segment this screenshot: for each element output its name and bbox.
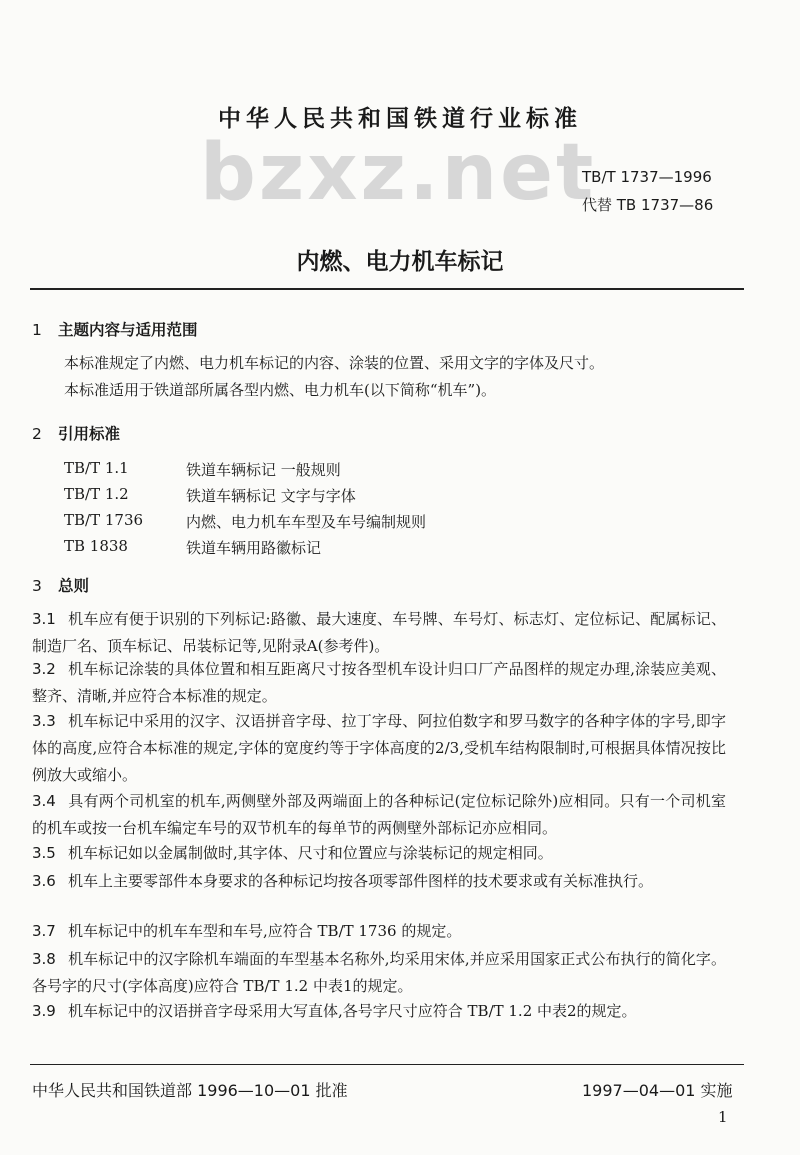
section-2-heading xyxy=(32,422,120,444)
clause-3-1 xyxy=(32,606,726,660)
section-1-paragraph: 本标准适用于铁道部所属各型内燃、电力机车(以下简称“机车”)。 xyxy=(64,381,497,399)
clause-3-9 xyxy=(32,998,726,1025)
clause-number: 3.8 xyxy=(32,950,56,968)
section-3-heading xyxy=(32,574,89,596)
clause-text: 机车标记中的汉字除机车端面的车型基本名称外,均采用宋体,并应采用国家正式公布执行的简化字。各号字的尺寸(字体高度)应符合 TB/T 1.2 中表1的规定。 xyxy=(32,950,726,995)
section-title: 主题内容与适用范围 xyxy=(58,321,198,339)
section-title: 总则 xyxy=(58,577,90,595)
clause-number: 3.6 xyxy=(32,872,56,890)
ref-name: 铁道车辆用路徽标记 xyxy=(186,539,322,557)
clause-3-3 xyxy=(32,708,726,789)
ref-code: TB/T 1.1 xyxy=(64,459,129,477)
ref-code: TB/T 1736 xyxy=(64,511,144,529)
clause-3-5 xyxy=(32,840,726,867)
clause-text: 机车标记涂装的具体位置和相互距离尺寸按各型机车设计归口厂产品图样的规定办理,涂装应美观、整齐、清晰,并应符合本标准的规定。 xyxy=(32,660,726,705)
document-title: 内燃、电力机车标记 xyxy=(296,249,504,275)
watermark: bzxz.net xyxy=(200,128,597,218)
clause-text: 机车应有便于识别的下列标记:路徽、最大速度、车号牌、车号灯、标志灯、定位标记、配属标记、制造厂名、顶车标记、吊装标记等,见附录A(参考件)。 xyxy=(32,610,726,655)
clause-3-7 xyxy=(32,918,726,945)
clause-text: 机车标记中的机车车型和车号,应符合 TB/T 1736 的规定。 xyxy=(68,922,462,940)
section-number: 1 xyxy=(32,321,42,339)
standard-number: TB/T 1737—1996 xyxy=(582,168,712,186)
clause-3-2 xyxy=(32,656,726,710)
ref-name: 内燃、电力机车车型及车号编制规则 xyxy=(186,513,427,531)
section-1-heading xyxy=(32,318,198,340)
clause-number: 3.4 xyxy=(32,792,56,810)
clause-3-4 xyxy=(32,788,726,842)
clause-number: 3.1 xyxy=(32,610,56,628)
clause-3-8 xyxy=(32,946,726,1000)
effective-date: 1997—04—01 实施 xyxy=(582,1081,733,1100)
section-number: 3 xyxy=(32,577,42,595)
approval-date: 中华人民共和国铁道部 1996—10—01 批准 xyxy=(32,1081,348,1100)
ref-code: TB/T 1.2 xyxy=(64,485,129,503)
page-number: 1 xyxy=(718,1108,728,1126)
clause-number: 3.3 xyxy=(32,712,56,730)
replaces-standard: 代替 TB 1737—86 xyxy=(582,196,714,214)
section-1-paragraph: 本标准规定了内燃、电力机车标记的内容、涂装的位置、采用文字的字体及尺寸。 xyxy=(64,354,605,372)
clause-3-6 xyxy=(32,868,726,895)
section-number: 2 xyxy=(32,425,42,443)
clause-number: 3.7 xyxy=(32,922,56,940)
section-title: 引用标准 xyxy=(58,425,121,443)
org-title: 中华人民共和国铁道行业标准 xyxy=(218,106,582,132)
clause-text: 具有两个司机室的机车,两侧壁外部及两端面上的各种标记(定位标记除外)应相同。只有一个司机室的机车或按一台机车编定车号的双节机车的每单节的两侧壁外部标记亦应相同。 xyxy=(32,792,726,837)
title-divider xyxy=(30,288,744,290)
clause-text: 机车上主要零部件本身要求的各种标记均按各项零部件图样的技术要求或有关标准执行。 xyxy=(68,872,654,890)
ref-name: 铁道车辆标记 一般规则 xyxy=(186,461,341,479)
clause-number: 3.9 xyxy=(32,1002,56,1020)
footer-divider xyxy=(30,1064,744,1065)
clause-number: 3.2 xyxy=(32,660,56,678)
clause-text: 机车标记中的汉语拼音字母采用大写直体,各号字尺寸应符合 TB/T 1.2 中表2的规定。 xyxy=(68,1002,637,1020)
clause-text: 机车标记中采用的汉字、汉语拼音字母、拉丁字母、阿拉伯数字和罗马数字的各种字体的字号,即字体的高度,应符合本标准的规定,字体的宽度约等于字体高度的2/3,受机车结构限制时,可根据具体情况按比例放大或缩小。 xyxy=(32,712,726,784)
clause-number: 3.5 xyxy=(32,844,56,862)
clause-text: 机车标记如以金属制做时,其字体、尺寸和位置应与涂装标记的规定相同。 xyxy=(68,844,553,862)
ref-code: TB 1838 xyxy=(64,537,128,555)
ref-name: 铁道车辆标记 文字与字体 xyxy=(186,487,356,505)
